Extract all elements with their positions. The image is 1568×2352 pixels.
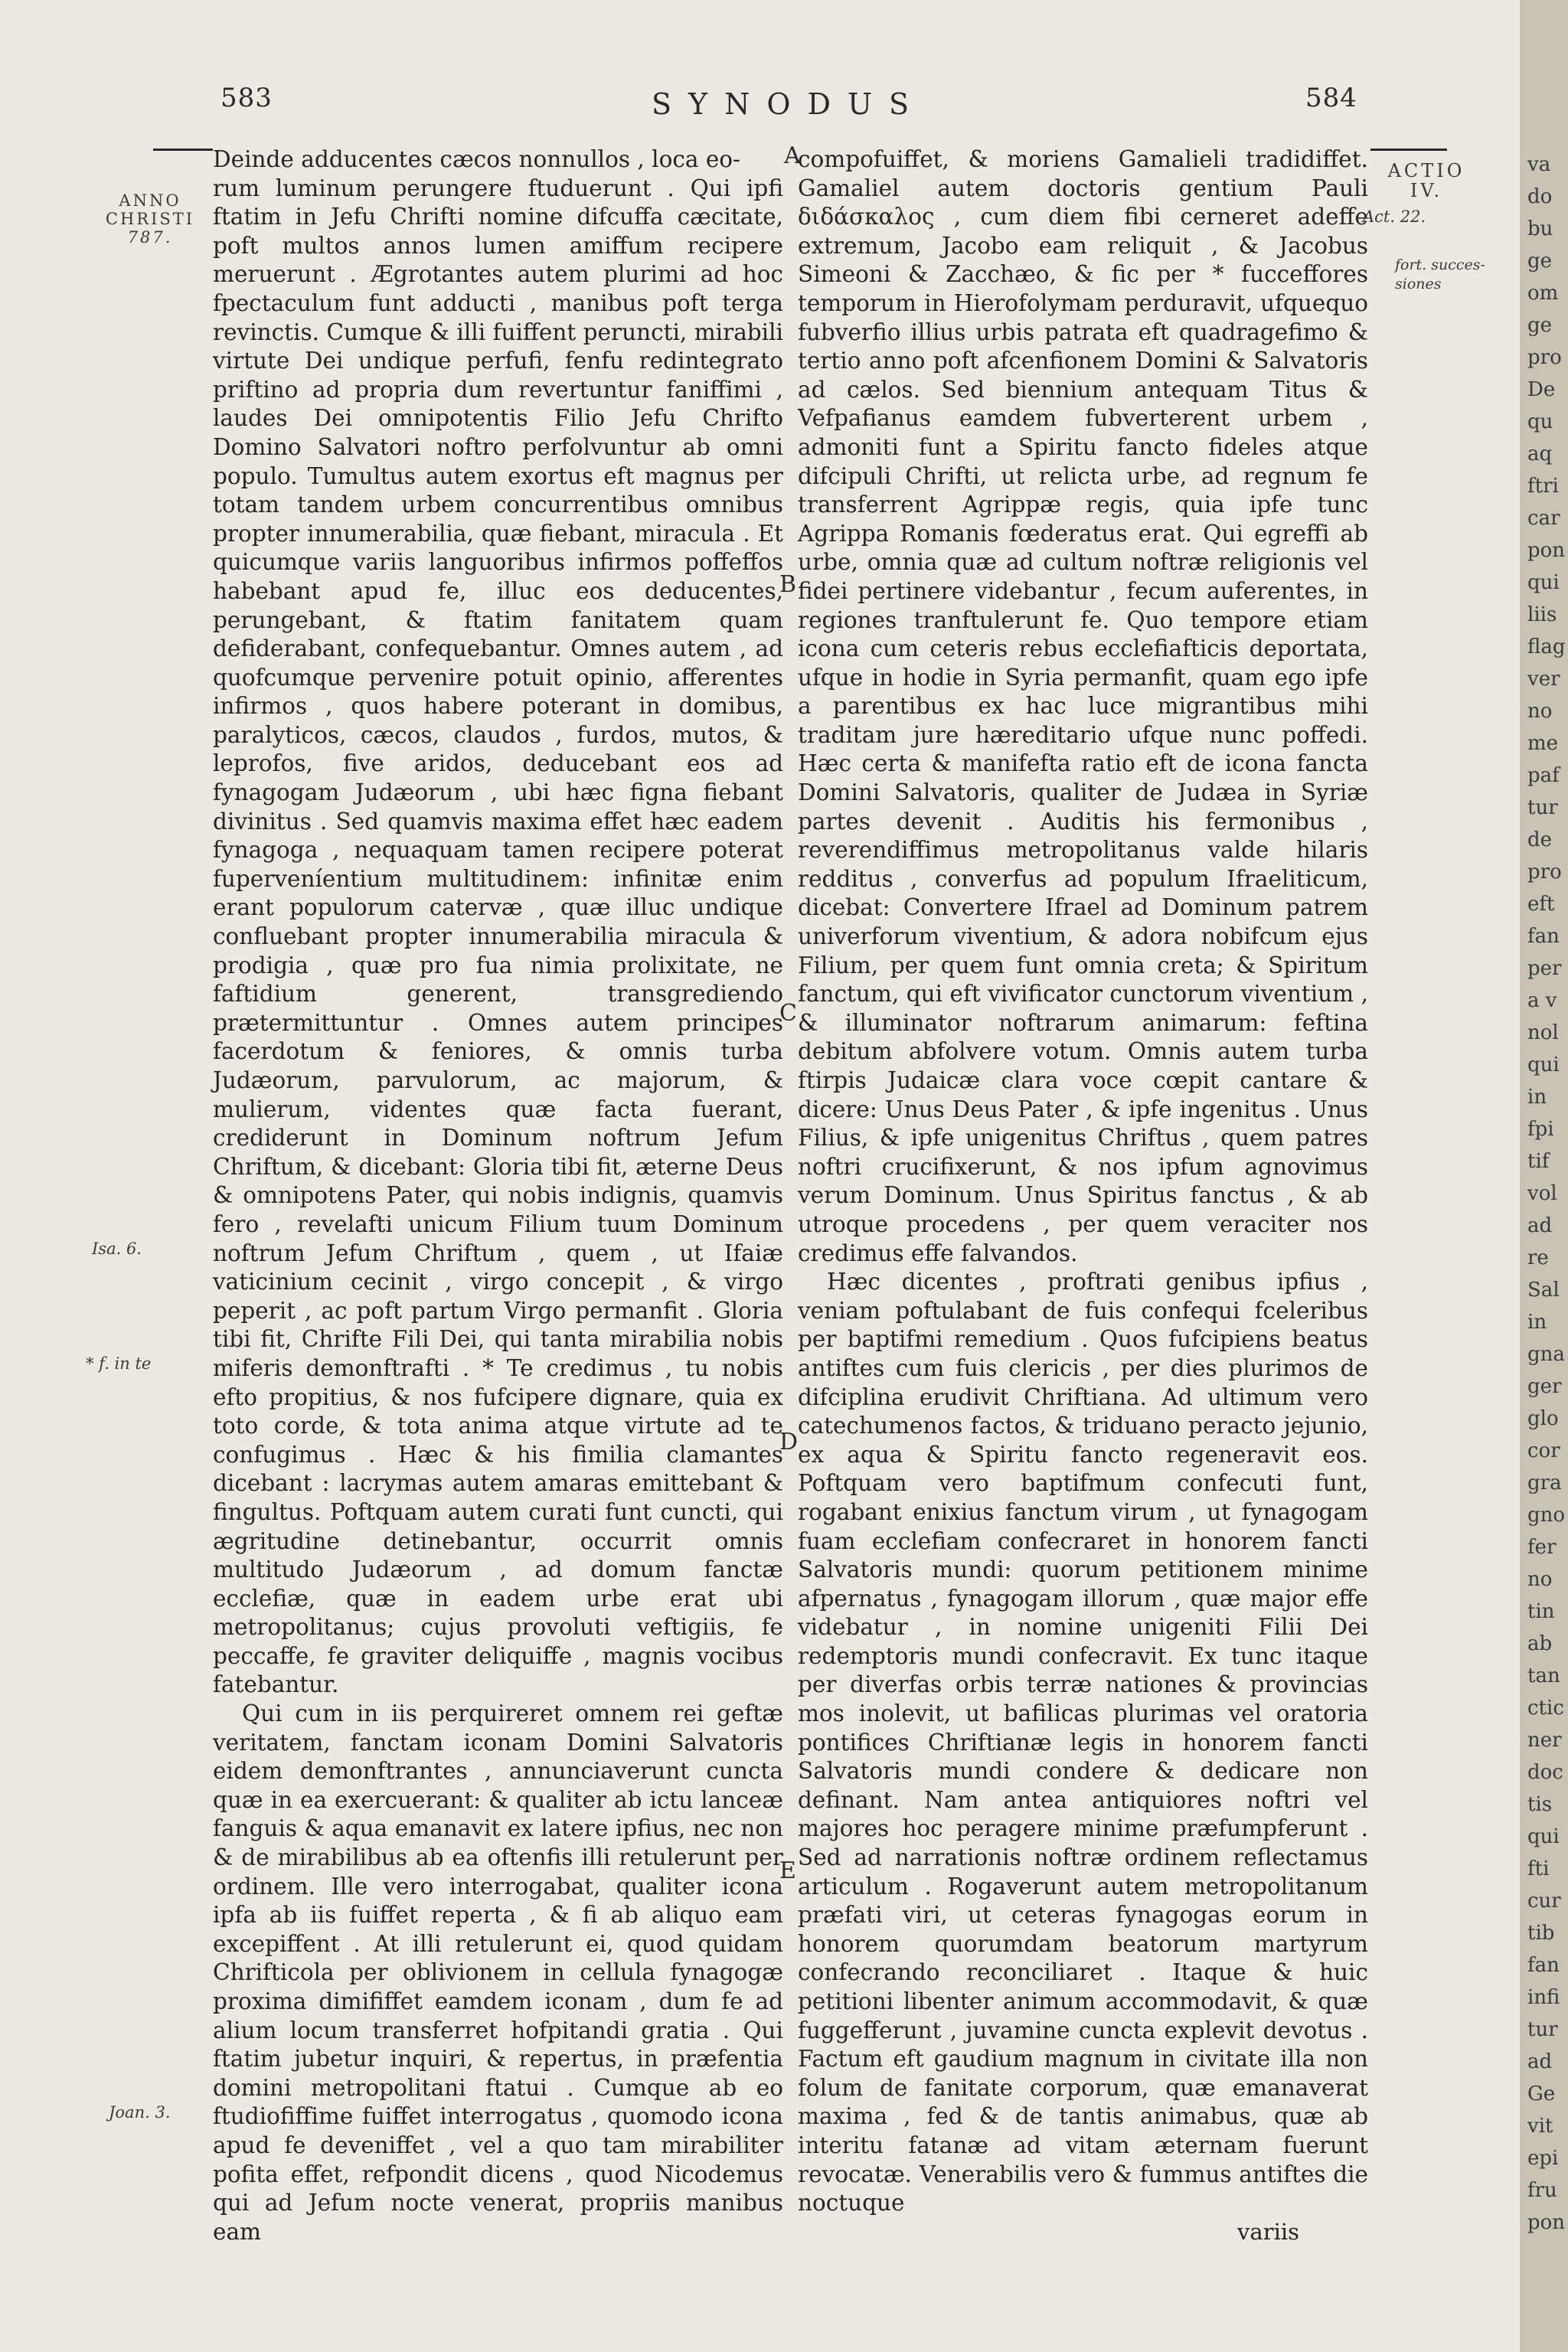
edge-fragment: ver xyxy=(1527,668,1560,691)
edge-fragment: pro xyxy=(1527,861,1562,884)
margin-note-fort: fort. succes- xyxy=(1395,256,1485,273)
edge-fragment: tin xyxy=(1527,1600,1555,1623)
edge-fragment: doc xyxy=(1527,1761,1563,1784)
section-letter-e: E xyxy=(779,1857,796,1884)
left-page-number: 583 xyxy=(220,83,273,113)
edge-fragment: ger xyxy=(1527,1375,1562,1398)
section-letter-b: B xyxy=(779,571,797,598)
running-title: SYNODUS xyxy=(651,87,926,121)
edge-fragment: infi xyxy=(1527,1986,1560,2009)
anno-label: ANNO xyxy=(119,191,181,210)
left-text-column xyxy=(213,145,783,2246)
edge-fragment: ner xyxy=(1527,1729,1562,1752)
edge-fragment: fru xyxy=(1527,2179,1557,2202)
margin-note-act: Act. 22. xyxy=(1363,207,1426,226)
edge-fragment: de xyxy=(1527,828,1553,851)
edge-fragment: tis xyxy=(1527,1793,1553,1816)
section-letter-a: A xyxy=(784,142,801,169)
edge-fragment: cur xyxy=(1527,1890,1561,1913)
edge-fragment: pon xyxy=(1527,2211,1566,2234)
edge-fragment: ad xyxy=(1527,1214,1553,1237)
edge-fragment: tur xyxy=(1527,2018,1558,2041)
edge-fragment: fpi xyxy=(1527,1118,1554,1141)
edge-fragment: qui xyxy=(1527,1054,1560,1076)
edge-fragment: bu xyxy=(1527,217,1553,240)
edge-fragment: car xyxy=(1527,507,1560,530)
edge-fragment: qu xyxy=(1527,410,1553,433)
margin-note-isa: Isa. 6. xyxy=(92,1240,142,1258)
edge-fragment: gno xyxy=(1527,1504,1566,1527)
next-page-edge xyxy=(1520,0,1568,2352)
edge-fragment: cor xyxy=(1527,1439,1560,1462)
edge-fragment: nol xyxy=(1527,1021,1559,1044)
edge-fragment: pro xyxy=(1527,346,1562,369)
edge-fragment: ftri xyxy=(1527,475,1559,498)
edge-fragment: per xyxy=(1527,957,1562,980)
edge-fragment: ge xyxy=(1527,250,1553,273)
edge-fragment: fti xyxy=(1527,1857,1550,1880)
year-label: 787. xyxy=(127,228,173,247)
edge-fragment: no xyxy=(1527,1568,1553,1591)
edge-fragment: aq xyxy=(1527,443,1553,466)
edge-fragment: om xyxy=(1527,282,1559,305)
edge-fragment: tif xyxy=(1527,1150,1550,1173)
edge-fragment: ad xyxy=(1527,2050,1553,2073)
right-column-paragraph-2: Hæc dicentes , proftrati genibus ipfius , veniam poftulabant de fuis confequi fceleribus per baptifmi remedium . Quos fufcipiens beatus antiftes cum fuis clericis , per dies plurimos de difciplina erudivit Chriftiana. Ad ultimum vero catechumenos factos, & triduano peracto jejunio, ex aqua & Spiritu fancto regeneravit eos. Poftquam vero baptifmum confecuti funt, rogabant enixius fanctum virum , ut fynagogam fuam ecclefiam confecraret in honorem fancti Salvatoris mundi: quorum petitionem minime afpernatus , fynagogam illorum , quæ major effe videbatur , in nomine unigeniti Filii Dei redemptoris mundi confecravit. Ex tunc itaque per diverfas orbis terræ nationes & provincias mos inolevit, ut bafilicas plurimas vel oratoria pontifices Chriftianæ legis in honorem fancti Salvatoris mundi condere & dedicare non definant. Nam antea antiquiores noftri vel majores hoc peragere minime præfumpferunt . Sed ad narrationis noftræ ordinem reflectamus articulum . Rogaverunt autem metropolitanum præfati viri, ut ceteras fynagogas eorum in honorem quorumdam beatorum martyrum confecrando reconciliaret . Itaque & huic petitioni libenter animum accommodavit, & quæ fuggefferunt , juvamine cuncta explevit devotus . Factum eft gaudium magnum in civitate illa non folum de fanitate corporum, quæ emanaverat maxima , fed & de tantis animabus, quæ ab interitu fatanæ ad vitam æternam fuerunt revocatæ. Venerabilis vero & fummus antiftes die noctuque xyxy=(798,1269,1368,2216)
edge-fragment: fan xyxy=(1527,1954,1560,1977)
edge-fragment: do xyxy=(1527,185,1553,208)
edge-fragment: ctic xyxy=(1527,1697,1564,1720)
edge-fragment: tan xyxy=(1527,1664,1560,1687)
margin-note-fiones: siones xyxy=(1395,276,1442,292)
section-letter-c: C xyxy=(779,1000,797,1027)
edge-fragment: pon xyxy=(1527,539,1566,562)
edge-fragment: in xyxy=(1527,1311,1547,1334)
right-page-number: 584 xyxy=(1305,83,1357,113)
left-column-paragraph-1: rum luminum perungere ftuduerunt . Qui ipfi ftatim in Jefu Chrifti nomine difcuffa cæcitate, poft multos annos lumen amiffum recipere meruerunt . Ægrotantes autem plurimi ad hoc fpectaculum funt adducti , manibus poft terga revinctis. Cumque & illi fuiffent peruncti, mirabili virtute Dei undique perfufi, fenfu redintegrato priftino ad propria dum revertuntur faniffimi , laudes Dei omnipotentis Filio Jefu Chrifto Domino Salvatori noftro perfolvuntur ab omni populo. Tumultus autem exortus eft magnus per totam tandem urbem concurrentibus omnibus propter innumerabilia, quæ fiebant, miracula . Et quicumque variis languoribus infirmos poffeffos habebant apud fe, illuc eos deducentes, perungebant, & ftatim fanitatem quam defiderabant, confequebantur. Omnes autem , ad quofcumque pervenire potuit opinio, afferentes infirmos , quos habere poterant in domibus, paralyticos, cæcos, claudos , furdos, mutos, & leprofos, five aridos, deducebant eos ad fynagogam Judæorum , ubi hæc figna fiebant divinitus . Sed quamvis maxima effet hæc eadem fynagoga , nequaquam tamen recipere poterat fuperveníentium multitudinem: infinitæ enim erant populorum catervæ , quæ illuc undique confluebant propter innumerabilia miracula & prodigia , quæ pro fua nimia prolixitate, ne faftidium generent, transgrediendo prætermittuntur . Omnes autem principes facerdotum & feniores, & omnis turba Judæorum, parvulorum, ac majorum, & mulierum, videntes quæ facta fuerant, crediderunt in Dominum noftrum Jefum Chriftum, & dicebant: Gloria tibi fit, æterne Deus & omnipotens Pater, qui nobis indignis, quamvis fero , revelafti unicum Filium tuum Dominum noftrum Jefum Chriftum , quem , ut Ifaiæ vaticinium cecinit , virgo concepit , & virgo peperit , ac poft partum Virgo permanfit . Gloria tibi fit, Chrifte Fili Dei, qui tanta mirabilia nobis miferis demonftrafti . * Te credimus , tu nobis efto propitius, & nos fufcipere dignare, quia ex toto corde, & tota anima atque virtute ad te confugimus . Hæc & his fimilia clamantes dicebant : lacrymas autem amaras emittebant & fingultus. Poftquam autem curati funt cuncti, qui ægritudine detinebantur, occurrit omnis multitudo Judæorum , ad domum fanctæ ecclefiæ, quæ in eadem urbe erat ubi metropolitanus; cujus provoluti veftigiis, fe peccaffe, fe graviter deliquiffe , magnis vocibus fatebantur. xyxy=(213,175,783,1698)
edge-fragment: De xyxy=(1527,378,1556,401)
actio-number: IV. xyxy=(1410,180,1443,201)
edge-fragment: a v xyxy=(1527,989,1557,1012)
edge-fragment: gra xyxy=(1527,1472,1562,1494)
edge-fragment: vol xyxy=(1527,1182,1557,1205)
edge-fragment: qui xyxy=(1527,571,1560,594)
edge-fragment: me xyxy=(1527,732,1559,755)
edge-fragment: va xyxy=(1527,153,1551,176)
margin-note-joan: Joan. 3. xyxy=(109,2103,171,2122)
header-rule-right xyxy=(1370,149,1447,151)
edge-fragment: ab xyxy=(1527,1632,1553,1655)
edge-fragment: fan xyxy=(1527,925,1560,948)
edge-fragment: liis xyxy=(1527,603,1557,626)
right-text-column xyxy=(798,145,1368,2246)
edge-fragment: no xyxy=(1527,700,1553,723)
edge-fragment: glo xyxy=(1527,1407,1559,1430)
edge-fragment: tib xyxy=(1527,1922,1555,1945)
page-header xyxy=(0,83,1520,136)
edge-fragment: vit xyxy=(1527,2115,1553,2138)
left-column-paragraph-2: Qui cum in iis perquireret omnem rei geftæ veritatem, fanctam iconam Domini Salvatoris eidem demonftrantes , annunciaverunt cuncta quæ in ea exercuerant: & qualiter ab ictu lanceæ fanguis & aqua emanavit ex latere ipfius, nec non & de mirabilibus ab ea oftenfis illi retulerunt per ordinem. Ille vero interrogabat, qualiter icona ipfa ab iis fuiffet reperta , & fi ab aliquo eam excepiffent . At illi retulerunt ei, quod quidam Chrifticola per oblivionem in cellula fynagogæ proxima dimififfet eamdem iconam , dum fe ad alium locum transferret hofpitandi gratia . Qui ftatim jubetur inquiri, & repertus, in præfentia domini metropolitani ftatui . Cumque ab eo ftudiofiffime fuiffet interrogatus , quomodo icona apud fe deveniffet , vel a quo tam mirabiliter pofita effet, refpondit dicens , quod Nicodemus qui ad Jefum nocte venerat, propriis manibus eam xyxy=(213,1700,783,2245)
edge-fragment: epi xyxy=(1527,2147,1559,2170)
edge-fragment: flag xyxy=(1527,635,1566,658)
edge-fragment: tur xyxy=(1527,796,1558,819)
actio-label: ACTIO xyxy=(1387,160,1465,181)
edge-fragment: eft xyxy=(1527,893,1555,916)
anno-christi-note xyxy=(96,191,204,247)
edge-fragment: paf xyxy=(1527,764,1560,787)
edge-fragment: qui xyxy=(1527,1825,1560,1848)
edge-fragment: in xyxy=(1527,1086,1547,1109)
edge-fragment: fer xyxy=(1527,1536,1557,1559)
left-column-line-1: Deinde adducentes cæcos nonnullos , loca eo- xyxy=(213,146,741,172)
christi-label: CHRISTI xyxy=(105,210,195,228)
edge-fragment: Ge xyxy=(1527,2082,1556,2105)
section-letter-d: D xyxy=(779,1429,799,1455)
margin-note-fin: * f. in te xyxy=(86,1354,152,1373)
right-column-paragraph-1: compofuiffet, & moriens Gamalieli tradidiffet. Gamaliel autem doctoris gentium Pauli διδάσκαλος , cum diem fibi cerneret adeffe extremum, Jacobo eam reliquit , & Jacobus Simeoni & Zacchæo, & fic per * fucceffores temporum in Hierofolymam perduravit, ufquequo fubverfio illius urbis patrata eft quadragefimo & tertio anno poft afcenfionem Domini & Salvatoris ad cælos. Sed biennium antequam Titus & Vefpafianus eamdem fubverterent urbem , admoniti funt a Spiritu fancto fideles atque difcipuli Chrifti, ut relicta urbe, ad regnum fe transferrent Agrippæ regis, quia ipfe tunc Agrippa Romanis fœderatus erat. Qui egreffi ab urbe, omnia quæ ad cultum noftræ religionis vel fidei pertinere videbantur , fecum auferentes, in regiones tranftulerunt fe. Quo tempore etiam icona cum ceteris rebus ecclefiafticis deportata, ufque in hodie in Syria permanfit, quam ego ipfe a parentibus ex hac luce migrantibus mihi traditam jure hæreditario ufque nunc poffedi. Hæc certa & manifefta ratio eft de icona fancta Domini Salvatoris, qualiter de Judæa in Syriæ partes devenit . Auditis his fermonibus , reverendiffimus metropolitanus valde hilaris redditus , converfus ad populum Ifraeliticum, dicebat: Convertere Ifrael ad Dominum patrem univerforum viventium, & adora nobifcum ejus Filium, per quem funt omnia creta; & Spiritum fanctum, qui eft vivificator cunctorum viventium , & illuminator noftrarum animarum: feftina debitum abfolvere votum. Omnis autem turba ftirpis Judaicæ clara voce cœpit cantare & dicere: Unus Deus Pater , & ipfe ingenitus . Unus Filius, & ipfe unigenitus Chriftus , quem patres noftri crucifixerunt, & nos ipfum agnovimus verum Dominum. Unus Spiritus fanctus , & ab utroque procedens , per quem veraciter nos credimus effe falvandos. xyxy=(798,146,1368,1266)
catchword: variis xyxy=(1237,2218,1299,2245)
edge-fragment: Sal xyxy=(1527,1279,1560,1302)
edge-fragment: ge xyxy=(1527,314,1553,337)
edge-fragment: gna xyxy=(1527,1343,1565,1366)
header-rule-left xyxy=(153,149,213,151)
edge-fragment: re xyxy=(1527,1246,1549,1269)
actio-note xyxy=(1384,161,1468,201)
